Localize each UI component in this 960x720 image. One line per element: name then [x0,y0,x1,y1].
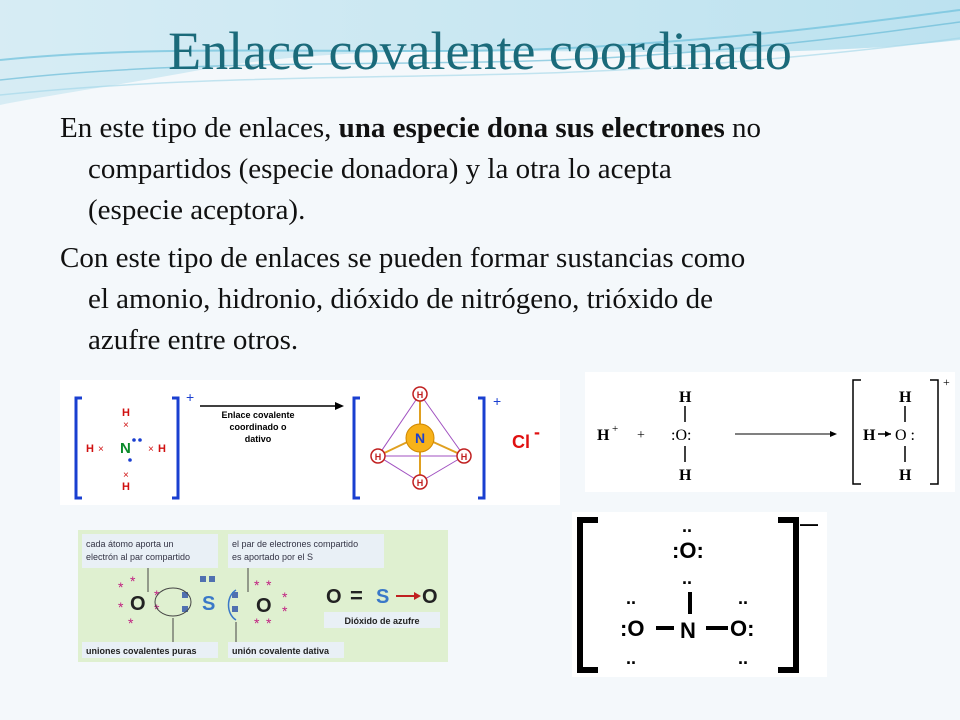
svg-text:*: * [154,587,160,603]
electron-x-top: × [123,420,129,431]
ammonium-diagram [60,380,560,505]
n-sphere-label: N [414,430,426,446]
electron-x-left: × [98,444,104,455]
proton-h: H [597,427,610,444]
dots-right-lower: .. [738,648,749,668]
dots-top-lower: .. [682,568,693,588]
atom-n: N [120,440,131,457]
svg-text:*: * [282,589,288,605]
arrow-label-2: coordinado o [229,422,287,432]
paragraph-examples [60,238,920,361]
svg-text:*: * [118,599,124,615]
label-dative-bond: unión covalente dativa [232,646,330,656]
p2-line1: Con este tipo de enlaces se pueden formar sustancias como [60,242,746,274]
h-sphere-bottom: H [416,478,424,488]
slide-title: Enlace covalente coordinado [168,21,792,81]
p1-line1-end: no [724,112,762,144]
water-h-top: H [679,389,692,406]
svg-text:*: * [254,577,260,593]
nitrate-n: N [680,618,696,643]
nitrate-charge: — [800,514,818,534]
so2-name: Dióxido de azufre [344,616,420,626]
svg-text:*: * [118,579,124,595]
svg-text:*: * [266,577,272,593]
label-pure-bonds: uniones covalentes puras [86,646,197,656]
formula-o-right: O [422,586,438,608]
atom-h-bottom: H [122,481,130,493]
so2-diagram [78,530,448,662]
hydronium-diagram [585,372,955,492]
water-o: :O: [671,427,692,444]
formula-o-left: O [326,586,342,608]
formula-s: S [376,586,390,608]
chloride-ion: Cl [512,432,530,452]
water-h-bottom: H [679,467,692,484]
charge-plus-2: + [493,393,502,409]
svg-text:*: * [266,615,272,631]
proton-charge: + [612,423,619,435]
so2-o-right: O [256,595,272,617]
nitrate-diagram [572,512,827,677]
paragraph-coordinate-bond [60,108,920,231]
arrow-label-1: Enlace covalente [221,410,295,420]
hydronium-charge: + [943,375,950,389]
svg-text:*: * [154,601,160,617]
dots-right-upper: .. [738,588,749,608]
note1-line2: electrón al par compartido [86,552,191,562]
formula-double-bond: = [350,583,363,608]
dots-top: .. [682,516,693,536]
hydronium-h-top: H [899,389,912,406]
p1-bold: una especie dona sus electrones [338,112,725,144]
svg-text:*: * [130,573,136,589]
nitrate-o-right: O: [730,616,755,641]
h-sphere-top: H [416,390,424,400]
so2-o-left: O [130,593,146,615]
hydronium-o: O : [895,427,915,444]
atom-h-top: H [122,407,130,419]
p1-line2: compartidos (especie donadora) y la otra lo acepta [88,153,672,185]
so2-s: S [202,593,216,615]
dots-left-upper: .. [626,588,637,608]
h-sphere-right: H [460,452,468,462]
arrow-label-3: dativo [244,434,272,444]
hydronium-h-left: H [863,427,876,444]
note2-line2: es aportado por el S [232,552,314,562]
nitrate-o-top: :O: [672,538,704,563]
dots-left-lower: .. [626,648,637,668]
p2-line2: el amonio, hidronio, dióxido de nitrógeno, trióxido de [88,283,714,315]
electron-x-bottom: × [123,470,129,481]
p1-start: En este tipo de enlaces, [60,112,339,144]
h-sphere-left: H [374,452,382,462]
note1-line1: cada átomo aporta un [86,539,174,549]
electron-x-right: × [148,444,154,455]
charge-plus-1: + [186,389,195,405]
chloride-charge: - [534,422,540,442]
nitrate-o-left: :O [620,616,645,641]
hydronium-h-bottom: H [899,467,912,484]
svg-text:*: * [282,603,288,619]
note2-line1: el par de electrones compartido [232,539,359,549]
p2-line3: azufre entre otros. [88,324,299,356]
plus-sign: + [637,428,645,443]
p1-line3: (especie aceptora). [88,194,306,226]
atom-h-left: H [86,443,94,455]
svg-text:*: * [128,615,134,631]
atom-h-right: H [158,443,166,455]
svg-text:*: * [254,615,260,631]
